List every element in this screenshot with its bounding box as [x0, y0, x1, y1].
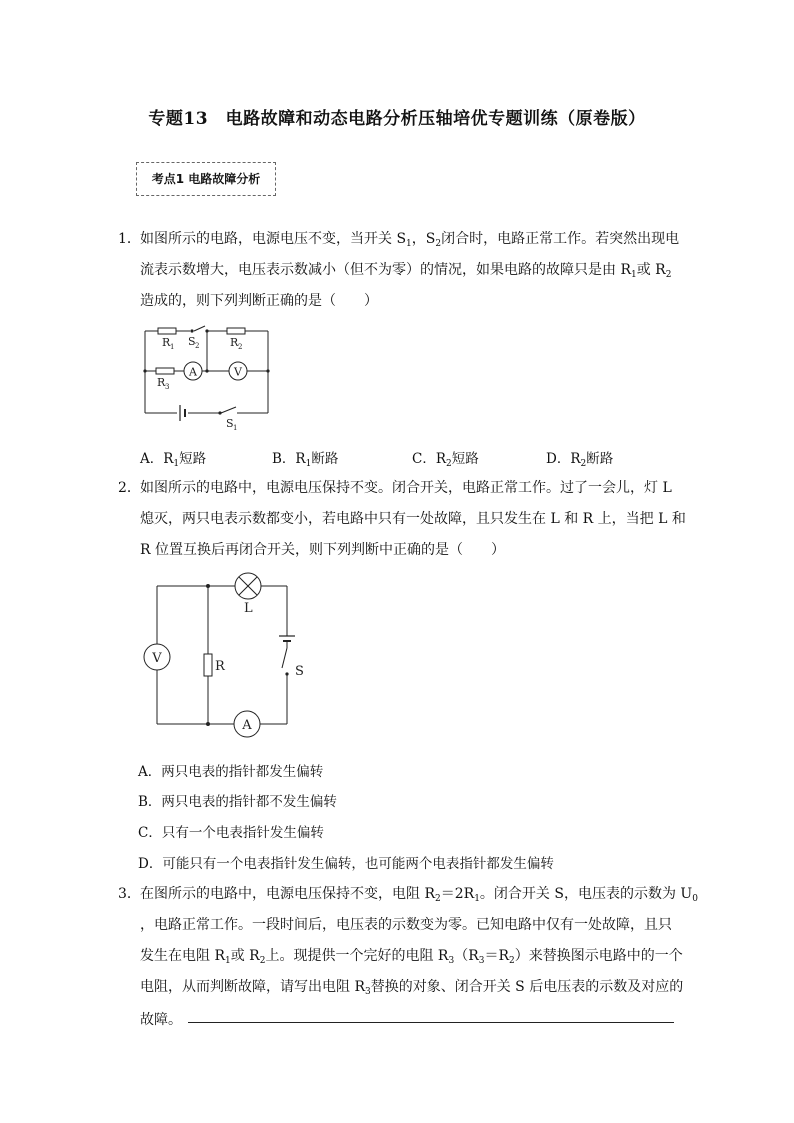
resistor-r1-symbol	[158, 328, 176, 334]
q2-text-line3: R 位置互换后再闭合开关，则下列判断中正确的是（ ）	[140, 542, 505, 558]
switch-s1-symbol	[221, 407, 236, 413]
q2-option-b[interactable]: B．两只电表的指针都不发生偏转	[138, 794, 337, 810]
svg-text:R: R	[230, 336, 239, 349]
q1-option-a[interactable]: A．$R_1$短路	[140, 451, 207, 469]
svg-text:1: 1	[233, 424, 238, 432]
svg-text:A: A	[189, 365, 197, 379]
q2-number: 2．	[118, 480, 141, 496]
q2-circuit-diagram	[140, 572, 310, 742]
q3-number: 3．	[118, 886, 141, 902]
q3-text-line2: ，电路正常工作。一段时间后，电压表的示数变为零。已知电路中仅有一处故障，且只	[140, 917, 672, 933]
q2-text-line2: 熄灭，两只电表示数都变小，若电路中只有一处故障，且只发生在 L 和 R 上，当把 L 和	[140, 511, 686, 527]
q3-text-line1: 在图所示的电路中，电源电压保持不变，电阻 $R_2=2R_1$。闭合开关 S，电压表的示数为 $U_0$	[140, 886, 698, 904]
switch-s2-symbol	[194, 326, 205, 331]
svg-text:S: S	[226, 417, 234, 430]
q3-answer-blank[interactable]	[188, 1022, 674, 1023]
section-label-box: 考点1 电路故障分析	[136, 162, 276, 196]
svg-text:R: R	[157, 376, 166, 389]
q2-option-d[interactable]: D．可能只有一个电表指针发生偏转，也可能两个电表指针都发生偏转	[138, 856, 554, 872]
svg-text:1: 1	[170, 343, 175, 351]
q2-option-a[interactable]: A．两只电表的指针都发生偏转	[138, 764, 324, 780]
q2-option-c[interactable]: C．只有一个电表指针发生偏转	[138, 825, 324, 841]
svg-text:2: 2	[195, 342, 200, 350]
svg-text:V: V	[152, 651, 162, 666]
svg-text:R: R	[215, 659, 225, 674]
page-title: 专题13 电路故障和动态电路分析压轴培优专题训练（原卷版）	[148, 109, 646, 129]
q3-text-line4: 电阻，从而判断故障，请写出电阻 $R_3$替换的对象、闭合开关 S 后电压表的示数及对应的	[140, 979, 684, 997]
resistor-r3-symbol	[156, 368, 174, 374]
q1-text-line2: 流表示数增大，电压表示数减小（但不为零）的情况，如果电路的故障只是由 $R_1$或 $R_2$	[140, 262, 672, 280]
q1-option-b[interactable]: B．$R_1$断路	[272, 451, 339, 469]
q3-text-line5: 故障。	[140, 1012, 182, 1028]
resistor-r2-symbol	[227, 328, 245, 334]
svg-text:V: V	[234, 365, 242, 379]
svg-text:L: L	[244, 601, 253, 616]
q3-text-line3: 发生在电阻 $R_1$或 $R_2$上。现提供一个完好的电阻 $R_3(R_3=R_2)$来替换图示电路中的一个	[140, 948, 683, 966]
q2-text-line1: 如图所示的电路中，电源电压保持不变。闭合开关，电路正常工作。过了一会儿，灯 L	[140, 480, 672, 496]
svg-text:S: S	[295, 664, 304, 679]
svg-text:R: R	[162, 336, 171, 349]
resistor-r-symbol	[204, 654, 212, 676]
svg-text:A: A	[242, 718, 252, 733]
svg-text:S: S	[188, 335, 196, 348]
q1-number: 1．	[118, 231, 141, 247]
q1-text-line1: 如图所示的电路，电源电压不变，当开关 $S_1$，$S_2$闭合时，电路正常工作。若突然出现电	[140, 231, 680, 249]
switch-s-symbol	[282, 648, 287, 668]
svg-text:3: 3	[165, 383, 170, 391]
q1-option-d[interactable]: D．$R_2$断路	[546, 451, 614, 469]
q1-text-line3: 造成的，则下列判断正确的是（ ）	[140, 293, 378, 309]
q1-circuit-diagram	[140, 325, 275, 435]
svg-text:2: 2	[238, 343, 243, 351]
q1-option-c[interactable]: C．$R_2$短路	[412, 451, 479, 469]
